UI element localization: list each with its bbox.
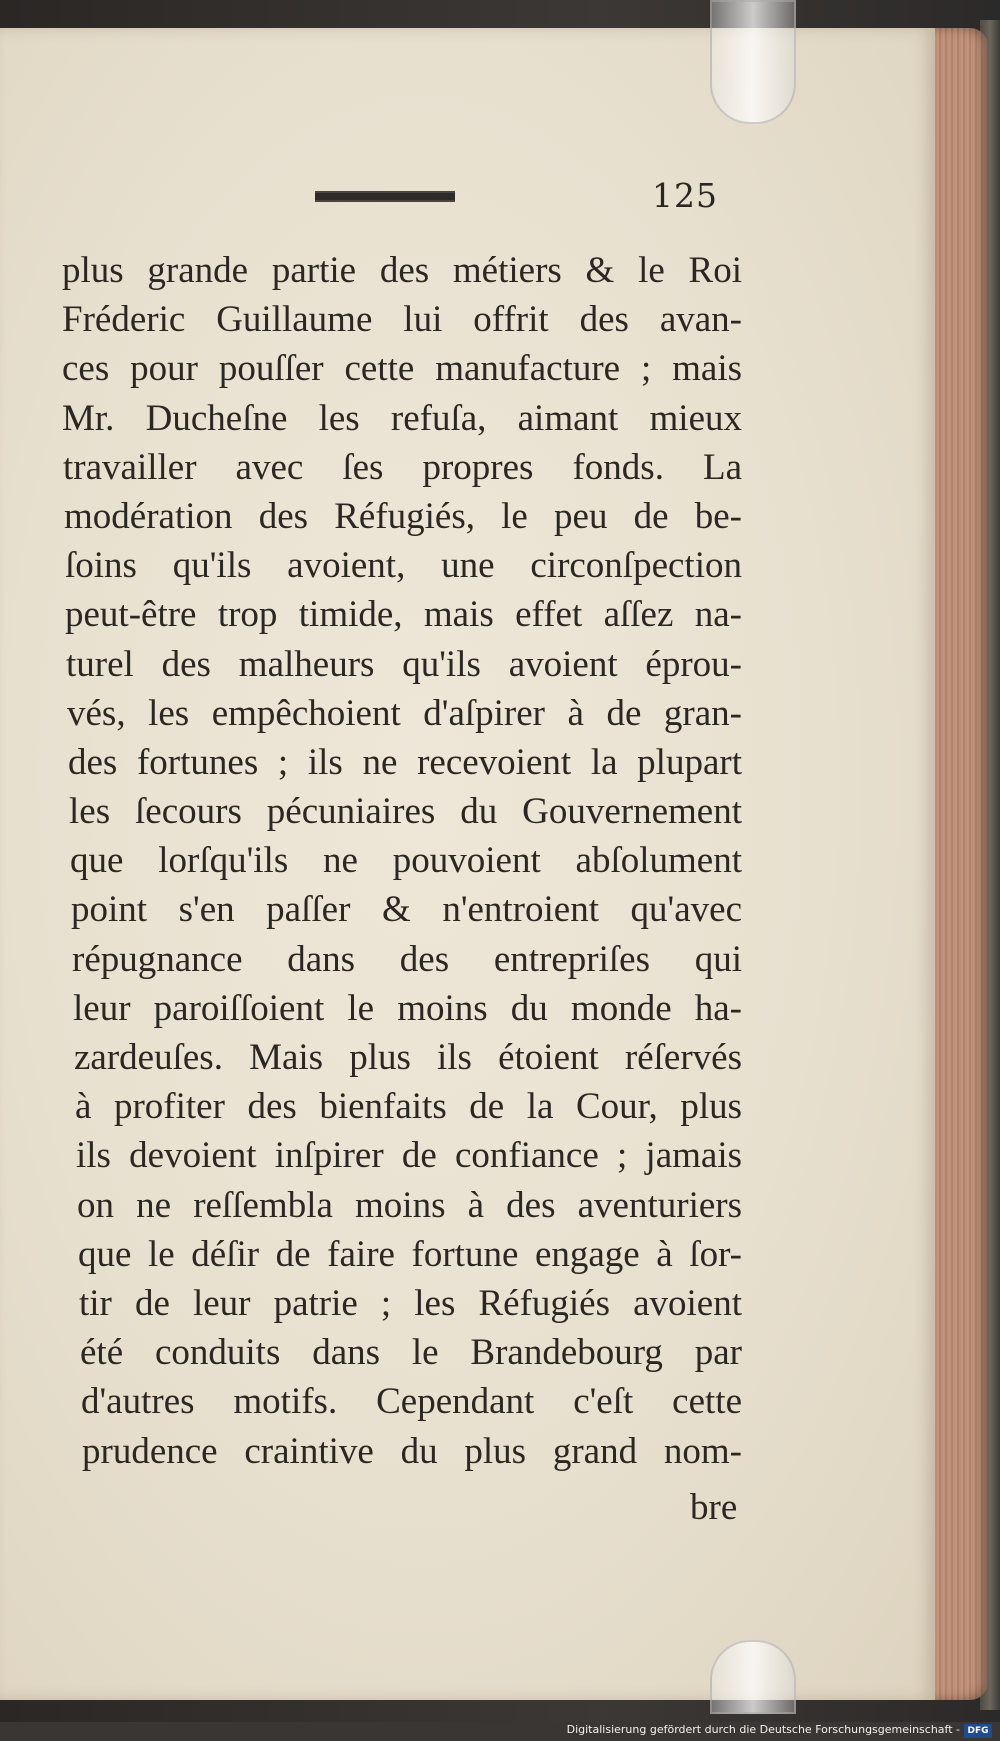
dfg-logo: DFG [964,1724,992,1738]
page-clip-top [710,0,796,124]
text-line: ſoins qu'ils avoient, une circonſpection [65,545,742,587]
text-line: travailler avec ſes propres fonds. La [63,446,742,488]
text-line: turel des malheurs qu'ils avoient éprou- [66,643,742,685]
text-line: zardeuſes. Mais plus ils étoient réſervés [74,1037,742,1078]
text-line: prudence craintive du plus grand nom- [82,1430,742,1472]
text-line: à profiter des bienfaits de la Cour, plus [75,1086,742,1128]
text-line: tir de leur patrie ; les Réfugiés avoient [79,1282,742,1324]
text-line: Fréderic Guillaume lui offrit des avan- [62,299,742,341]
page-number: 125 [652,176,718,215]
text-line: vés, les empêchoient d'aſpirer à de gran- [67,692,742,734]
text-line: ils devoient inſpirer de confiance ; jamais [76,1135,742,1177]
text-line: plus grande partie des métiers & le Roi [62,250,742,291]
text-line: modération des Réfugiés, le peu de be- [64,495,742,537]
text-line: que lorſqu'ils ne pouvoient abſolument [70,840,742,882]
text-line: on ne reſſembla moins à des aventuriers [77,1184,742,1226]
page-clip-bottom [710,1640,796,1714]
text-line: les ſecours pécuniaires du Gouvernement [69,791,742,833]
book-page [0,28,935,1700]
text-line: ces pour pouſſer cette manufacture ; mais [62,348,742,390]
text-line: leur paroiſſoient le moins du monde ha- [73,987,742,1029]
text-line: peut-être trop timide, mais effet aſſez na- [65,594,742,636]
text-line: répugnance dans des entrepriſes qui [72,938,742,980]
header-ornament-rule [315,191,455,202]
text-line: d'autres motifs. Cependant c'eſt cette [81,1381,742,1423]
text-line: des fortunes ; ils ne recevoient la plupart [68,741,742,783]
text-line: Mr. Ducheſne les refuſa, aimant mieux [62,397,742,439]
text-line: été conduits dans le Brandebourg par [80,1332,742,1374]
digitization-credit: Digitalisierung gefördert durch die Deutsche Forschungsgemeinschaft - [566,1723,960,1736]
body-text [62,246,742,1476]
catchword: bre [690,1487,738,1528]
text-line: que le déſir de faire fortune engage à ſor- [78,1233,742,1275]
text-line: point s'en paſſer & n'entroient qu'avec [71,889,742,931]
page-stack-edge [930,28,988,1700]
